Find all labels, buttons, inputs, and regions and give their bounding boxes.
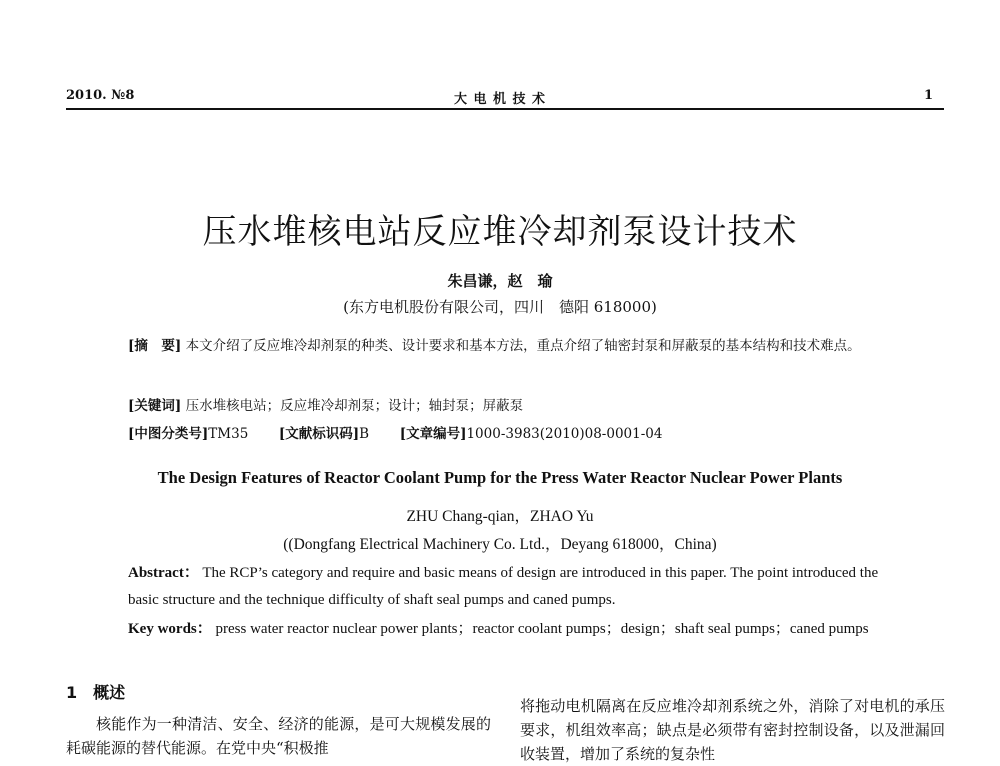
clc-value: TM35 — [208, 426, 249, 442]
english-authors: ZHU Chang-qian，ZHAO Yu — [406, 508, 594, 525]
affiliation-cn: (东方电机股份有限公司，四川 德阳 618000) — [343, 298, 657, 316]
english-keywords — [128, 616, 888, 643]
english-abstract-text: The RCP’s category and require and basic means of design are introduced in this paper. The point introduced the basic structure and the technique difficulty of shaft seal pumps and caned pumps. — [128, 565, 879, 608]
journal-issue: 2010. №8 — [66, 88, 135, 103]
abstract-cn-label: [摘 要] — [128, 338, 182, 354]
classification-line — [128, 422, 888, 446]
article-number-value: 1000-3983(2010)08-0001-04 — [466, 426, 663, 442]
journal-name: 大 电 机 技 术 — [453, 92, 547, 107]
clc-label: [中图分类号] — [128, 426, 209, 442]
article-number-label: [文章编号] — [399, 426, 467, 442]
page-number: 1 — [924, 88, 934, 103]
english-abstract-label: Abstract： — [128, 565, 199, 581]
abstract-cn-text: 本文介绍了反应堆冷却剂泵的种类、设计要求和基本方法，重点介绍了轴密封泵和屏蔽泵的基本结构和技术难点。 — [185, 338, 861, 354]
header-rule — [66, 108, 944, 110]
keywords-cn-text: 压水堆核电站；反应堆冷却剂泵；设计；轴封泵；屏蔽泵 — [185, 398, 524, 414]
keywords-cn — [128, 394, 888, 418]
doc-code-label: [文献标识码] — [278, 426, 360, 442]
abstract-cn — [128, 334, 888, 358]
authors-cn: 朱昌谦，赵 瑜 — [447, 272, 553, 290]
paper-title: 压水堆核电站反应堆冷却剂泵设计技术 — [202, 212, 798, 252]
body-right-column: 将拖动电机隔离在反应堆冷却剂系统之外，消除了对电机的承压要求，机组效率高；缺点是必须带有密封控制设备，以及泄漏回收装置，增加了系统的复杂性 — [520, 697, 945, 763]
section-heading: 1 概述 — [66, 683, 126, 702]
english-title: The Design Features of Reactor Coolant Pump for the Press Water Reactor Nuclear Power Plants — [157, 468, 843, 487]
english-abstract — [128, 560, 888, 614]
doc-code-value: B — [359, 426, 370, 442]
english-keywords-label: Key words： — [128, 621, 212, 637]
body-left-column: 核能作为一种清洁、安全、经济的能源，是可大规模发展的耗碳能源的替代能源。在党中央“积极推 — [66, 715, 491, 757]
english-keywords-text: press water reactor nuclear power plants；reactor coolant pumps；design；shaft seal pumps；caned pumps — [215, 621, 869, 637]
keywords-cn-label: [关键词] — [128, 398, 182, 414]
english-affiliation: ((Dongfang Electrical Machinery Co. Ltd.，Deyang 618000，China) — [283, 536, 717, 553]
